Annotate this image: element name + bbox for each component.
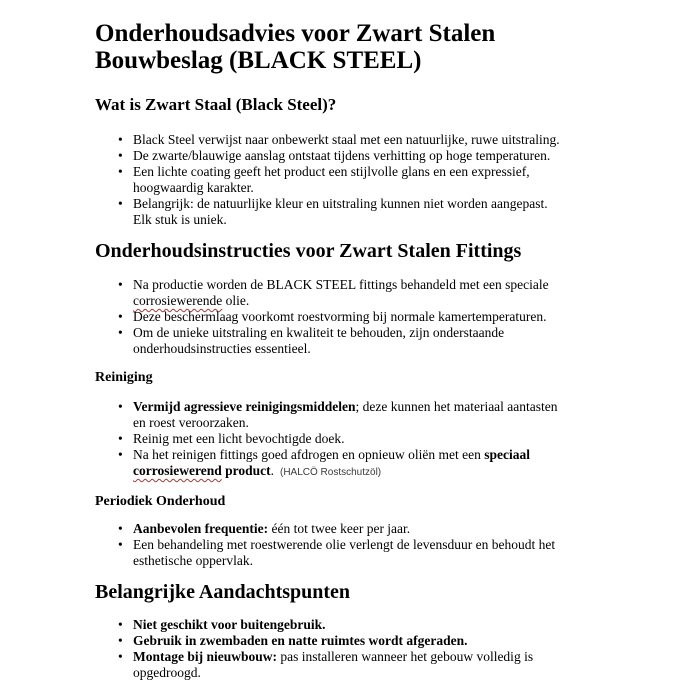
text-run: Aanbevolen frequentie: xyxy=(133,521,269,536)
section-4 xyxy=(95,581,567,681)
text-run: één tot twee keer per jaar. xyxy=(268,521,411,536)
bullet-marker: • xyxy=(118,447,123,462)
list-item xyxy=(118,277,567,309)
text-run: pas installeren wanneer het gebouw volledig is opgedroogd. xyxy=(133,649,534,680)
bullet-list xyxy=(95,521,567,569)
bullet-marker: • xyxy=(118,399,123,414)
list-item xyxy=(118,132,567,148)
text-run: product xyxy=(221,463,271,478)
bullet-marker: • xyxy=(118,309,123,324)
text-run: speciaal xyxy=(484,447,531,462)
bullet-list xyxy=(95,277,567,357)
text-run: De zwarte/blauwige aanslag ontstaat tijdens verhitting op hoge temperaturen. xyxy=(133,148,551,163)
section-heading: Onderhoudsinstructies voor Zwart Stalen Fittings xyxy=(95,240,522,262)
misspelled-word: corrosiewerend xyxy=(133,463,222,478)
list-item xyxy=(118,447,567,481)
bullet-marker: • xyxy=(118,196,123,211)
text-run: Na het reinigen fittings goed afdrogen en opnieuw oliën met een xyxy=(133,447,485,462)
list-item xyxy=(118,399,567,431)
bullet-marker: • xyxy=(118,537,123,552)
text-run: Vermijd agressieve reinigingsmiddelen xyxy=(133,399,356,414)
list-item xyxy=(118,537,567,569)
document-body xyxy=(95,95,567,681)
text-run: Gebruik in zwembaden en natte ruimtes wordt afgeraden. xyxy=(133,633,468,648)
bullet-marker: • xyxy=(118,148,123,163)
text-run: Deze beschermlaag voorkomt roestvorming bij normale kamertemperaturen. xyxy=(133,309,547,324)
bullet-marker: • xyxy=(118,633,123,648)
bullet-marker: • xyxy=(118,164,123,179)
misspelled-word: corrosiewerende xyxy=(133,293,223,308)
list-item xyxy=(118,325,567,357)
bullet-list xyxy=(95,132,567,228)
text-run: olie. xyxy=(222,293,250,308)
bullet-marker: • xyxy=(118,617,123,632)
text-run: Een behandeling met roestwerende olie verlengt de levensduur en behoudt het esthetische oppervlak. xyxy=(133,537,556,568)
text-run: ; deze kunnen het materiaal aantasten en roest veroorzaken. xyxy=(133,399,558,430)
bullet-marker: • xyxy=(118,649,123,664)
bullet-marker: • xyxy=(118,132,123,147)
section-3 xyxy=(95,493,567,569)
bullet-marker: • xyxy=(118,521,123,536)
section-heading: Wat is Zwart Staal (Black Steel)? xyxy=(95,95,337,114)
bullet-marker: • xyxy=(118,431,123,446)
section-heading: Reiniging xyxy=(95,370,153,385)
text-run: Niet geschikt voor buitengebruik. xyxy=(133,617,326,632)
list-item xyxy=(118,633,567,649)
product-note: (HALCÖ Rostschutzöl) xyxy=(280,467,382,478)
list-item xyxy=(118,148,567,164)
bullet-marker: • xyxy=(118,325,123,340)
text-run: . xyxy=(270,463,274,478)
text-run: Om de unieke uitstraling en kwaliteit te behouden, zijn onderstaande onderhoudsinstructies essentieel. xyxy=(133,325,505,356)
list-item xyxy=(118,649,567,681)
text-run: Belangrijk: de natuurlijke kleur en uitstraling kunnen niet worden aangepast. Elk stuk is uniek. xyxy=(133,196,548,227)
section-2 xyxy=(95,369,567,481)
section-heading: Periodiek Onderhoud xyxy=(95,494,226,509)
list-item xyxy=(118,196,567,228)
list-item xyxy=(118,309,567,325)
text-run: Een lichte coating geeft het product een stijlvolle glans en een expressief, hoogwaardig karakter. xyxy=(133,164,530,195)
document-title: Onderhoudsadvies voor Zwart Stalen Bouwbeslag (BLACK STEEL) xyxy=(95,20,496,74)
section-0 xyxy=(95,95,567,228)
bullet-list xyxy=(95,399,567,481)
section-1 xyxy=(95,240,567,357)
list-item xyxy=(118,617,567,633)
text-run: Montage bij nieuwbouw: xyxy=(133,649,278,664)
list-item xyxy=(118,164,567,196)
list-item xyxy=(118,521,567,537)
text-run: Reinig met een licht bevochtigde doek. xyxy=(133,431,345,446)
text-run: Black Steel verwijst naar onbewerkt staal met een natuurlijke, ruwe uitstraling. xyxy=(133,132,560,147)
list-item xyxy=(118,431,567,447)
text-run: Na productie worden de BLACK STEEL fittings behandeld met een speciale xyxy=(133,277,549,292)
bullet-marker: • xyxy=(118,277,123,292)
section-heading: Belangrijke Aandachtspunten xyxy=(95,581,351,603)
bullet-list xyxy=(95,617,567,681)
